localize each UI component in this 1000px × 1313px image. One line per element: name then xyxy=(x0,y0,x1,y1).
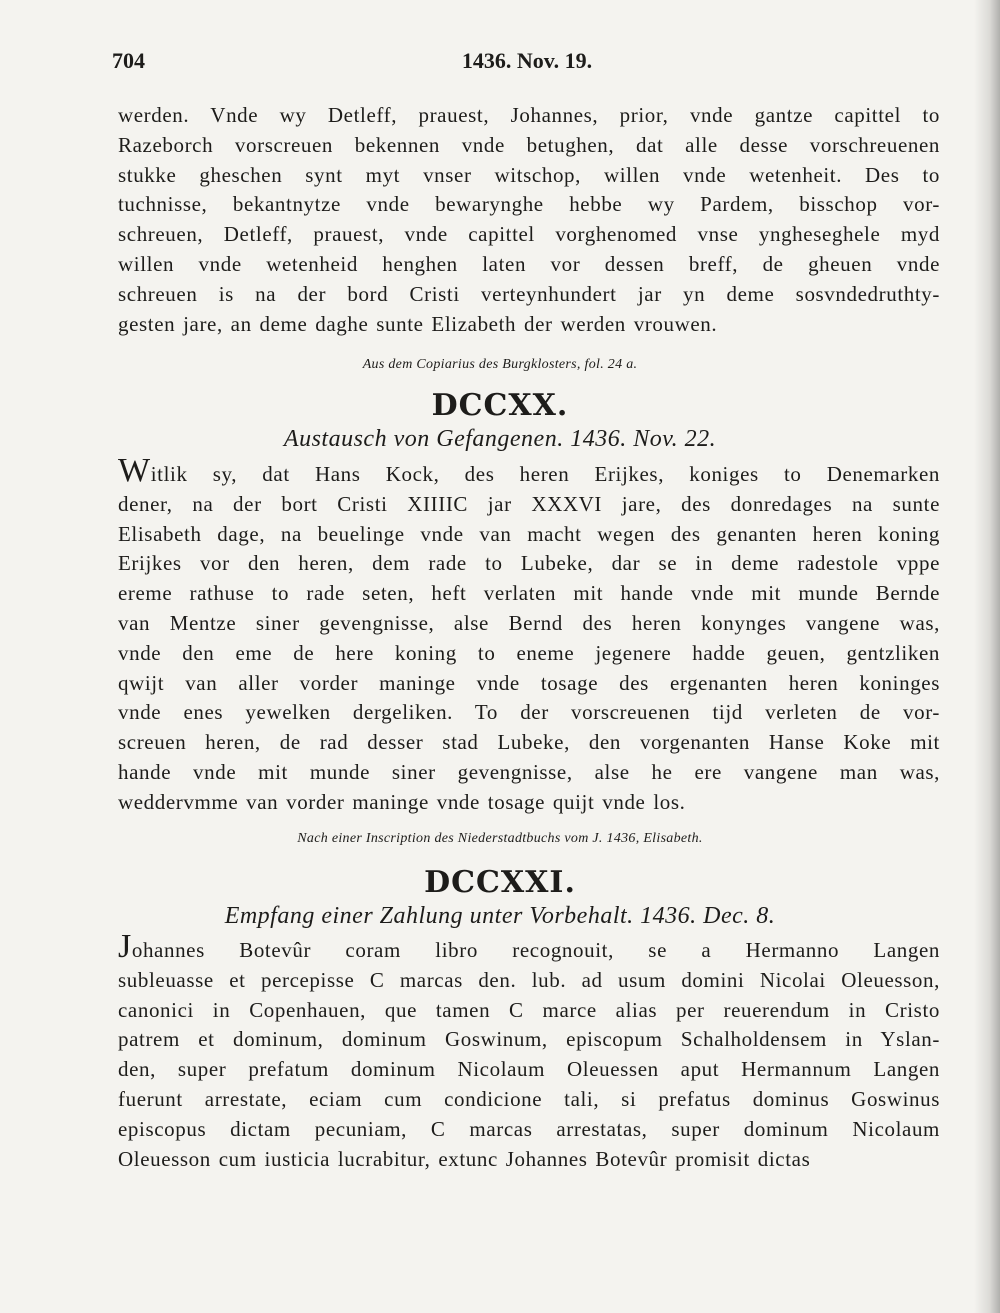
text-line: gesten jare, an deme daghe sunte Elizabeth der werden vrouwen. xyxy=(118,311,718,336)
continuation-paragraph xyxy=(118,101,940,339)
running-head-date: 1436. Nov. 19. xyxy=(461,48,593,73)
text-line: fuerunt arrestate, eciam cum condicione tali, si prefatus dominus Goswinus xyxy=(118,1086,940,1111)
binding-shadow xyxy=(974,0,1000,1313)
continuation-source-note: Aus dem Copiarius des Burgklosters, fol. 24 a. xyxy=(362,357,638,372)
text-line: Johannes Botevûr coram libro recognouit, se a Hermanno Langen xyxy=(118,928,940,965)
text-line: den, super prefatum dominum Nicolaum Oleuessen aput Hermannum Langen xyxy=(118,1057,940,1082)
text-line: Elisabeth dage, na beuelinge vnde van macht wegen des genanten heren koning xyxy=(118,521,940,546)
text-line: subleuasse et percepisse C marcas den. lub. ad usum domini Nicolai Oleuesson, xyxy=(118,967,940,992)
document-number: DCCXX. xyxy=(431,388,569,423)
text-line: hande vnde mit munde siner gevengnisse, alse he ere vangene man was, xyxy=(118,759,940,784)
text-line: tuchnisse, bekantnytze vnde bewarynghe hebbe wy Pardem, bisschop vor- xyxy=(118,192,940,217)
text-line: screuen heren, de rad desser stad Lubeke, den vorgenanten Hanse Koke mit xyxy=(118,730,940,755)
document-title: Empfang einer Zahlung unter Vorbehalt. 1436. Dec. 8. xyxy=(224,903,776,929)
text-line: qwijt van aller vorder maninge vnde tosage des ergenanten heren koninges xyxy=(118,670,940,695)
text-line: vnde den eme de here koning to eneme jegenere hadde geuen, gentzliken xyxy=(118,640,940,665)
document-source-note: Nach einer Inscription des Niederstadtbuchs vom J. 1436, Elisabeth. xyxy=(297,831,703,846)
page-number: 704 xyxy=(112,48,145,73)
text-line: canonici in Copenhauen, que tamen C marce alias per reuerendum in Cristo xyxy=(118,997,940,1022)
text-line: Erijkes vor den heren, dem rade to Lubeke, dar se in deme radestole vppe xyxy=(118,551,940,576)
text-line: episcopus dictam pecuniam, C marcas arrestatas, super dominum Nicolaum xyxy=(118,1116,940,1141)
text-line: vnde enes yewelken dergeliken. To der vorscreuenen tijd verleten de vor- xyxy=(118,700,940,725)
document-text xyxy=(118,928,940,1174)
text-line: patrem et dominum, dominum Goswinum, episcopum Schalholdensem in Yslan- xyxy=(118,1027,940,1052)
text-line: schreuen is na der bord Cristi verteynhundert jar yn deme sosvndedruthty- xyxy=(118,281,940,306)
text-line: van Mentze siner gevengnisse, alse Bernd des heren konynges vangene was, xyxy=(118,610,940,635)
text-line: ereme rathuse to rade seten, heft verlaten mit hande vnde mit munde Bernde xyxy=(118,581,940,606)
text-line: willen vnde wetenheid henghen laten vor dessen breff, de gheuen vnde xyxy=(118,251,940,276)
text-line: stukke gheschen synt myt vnser witschop, willen vnde wetenheit. Des to xyxy=(118,162,940,187)
document-title: Austausch von Gefangenen. 1436. Nov. 22. xyxy=(283,426,717,452)
text-line: Oleuesson cum iusticia lucrabitur, extunc Johannes Botevûr promisit dictas xyxy=(118,1146,811,1171)
text-line: dener, na der bort Cristi XIIIIC jar XXXVI jare, des donredages na sunte xyxy=(118,491,940,516)
text-line: werden. Vnde wy Detleff, prauest, Johannes, prior, vnde gantze capittel to xyxy=(118,103,940,127)
text-line: weddervmme van vorder maninge vnde tosage quijt vnde los. xyxy=(118,789,686,814)
initial-letter: W xyxy=(118,452,151,489)
document-number: DCCXXI. xyxy=(424,865,576,900)
text-line: schreuen, Detleff, prauest, vnde capittel vorghenomed vnse yngheseghele myd xyxy=(118,222,940,247)
text-line: Witlik sy, dat Hans Kock, des heren Erijkes, koniges to Denemarken xyxy=(118,452,940,489)
initial-letter: J xyxy=(118,928,132,965)
text-line: Razeborch vorscreuen bekennen vnde betughen, dat alle desse vorschreuenen xyxy=(118,132,940,157)
document-text xyxy=(118,452,940,818)
running-head xyxy=(112,40,942,76)
